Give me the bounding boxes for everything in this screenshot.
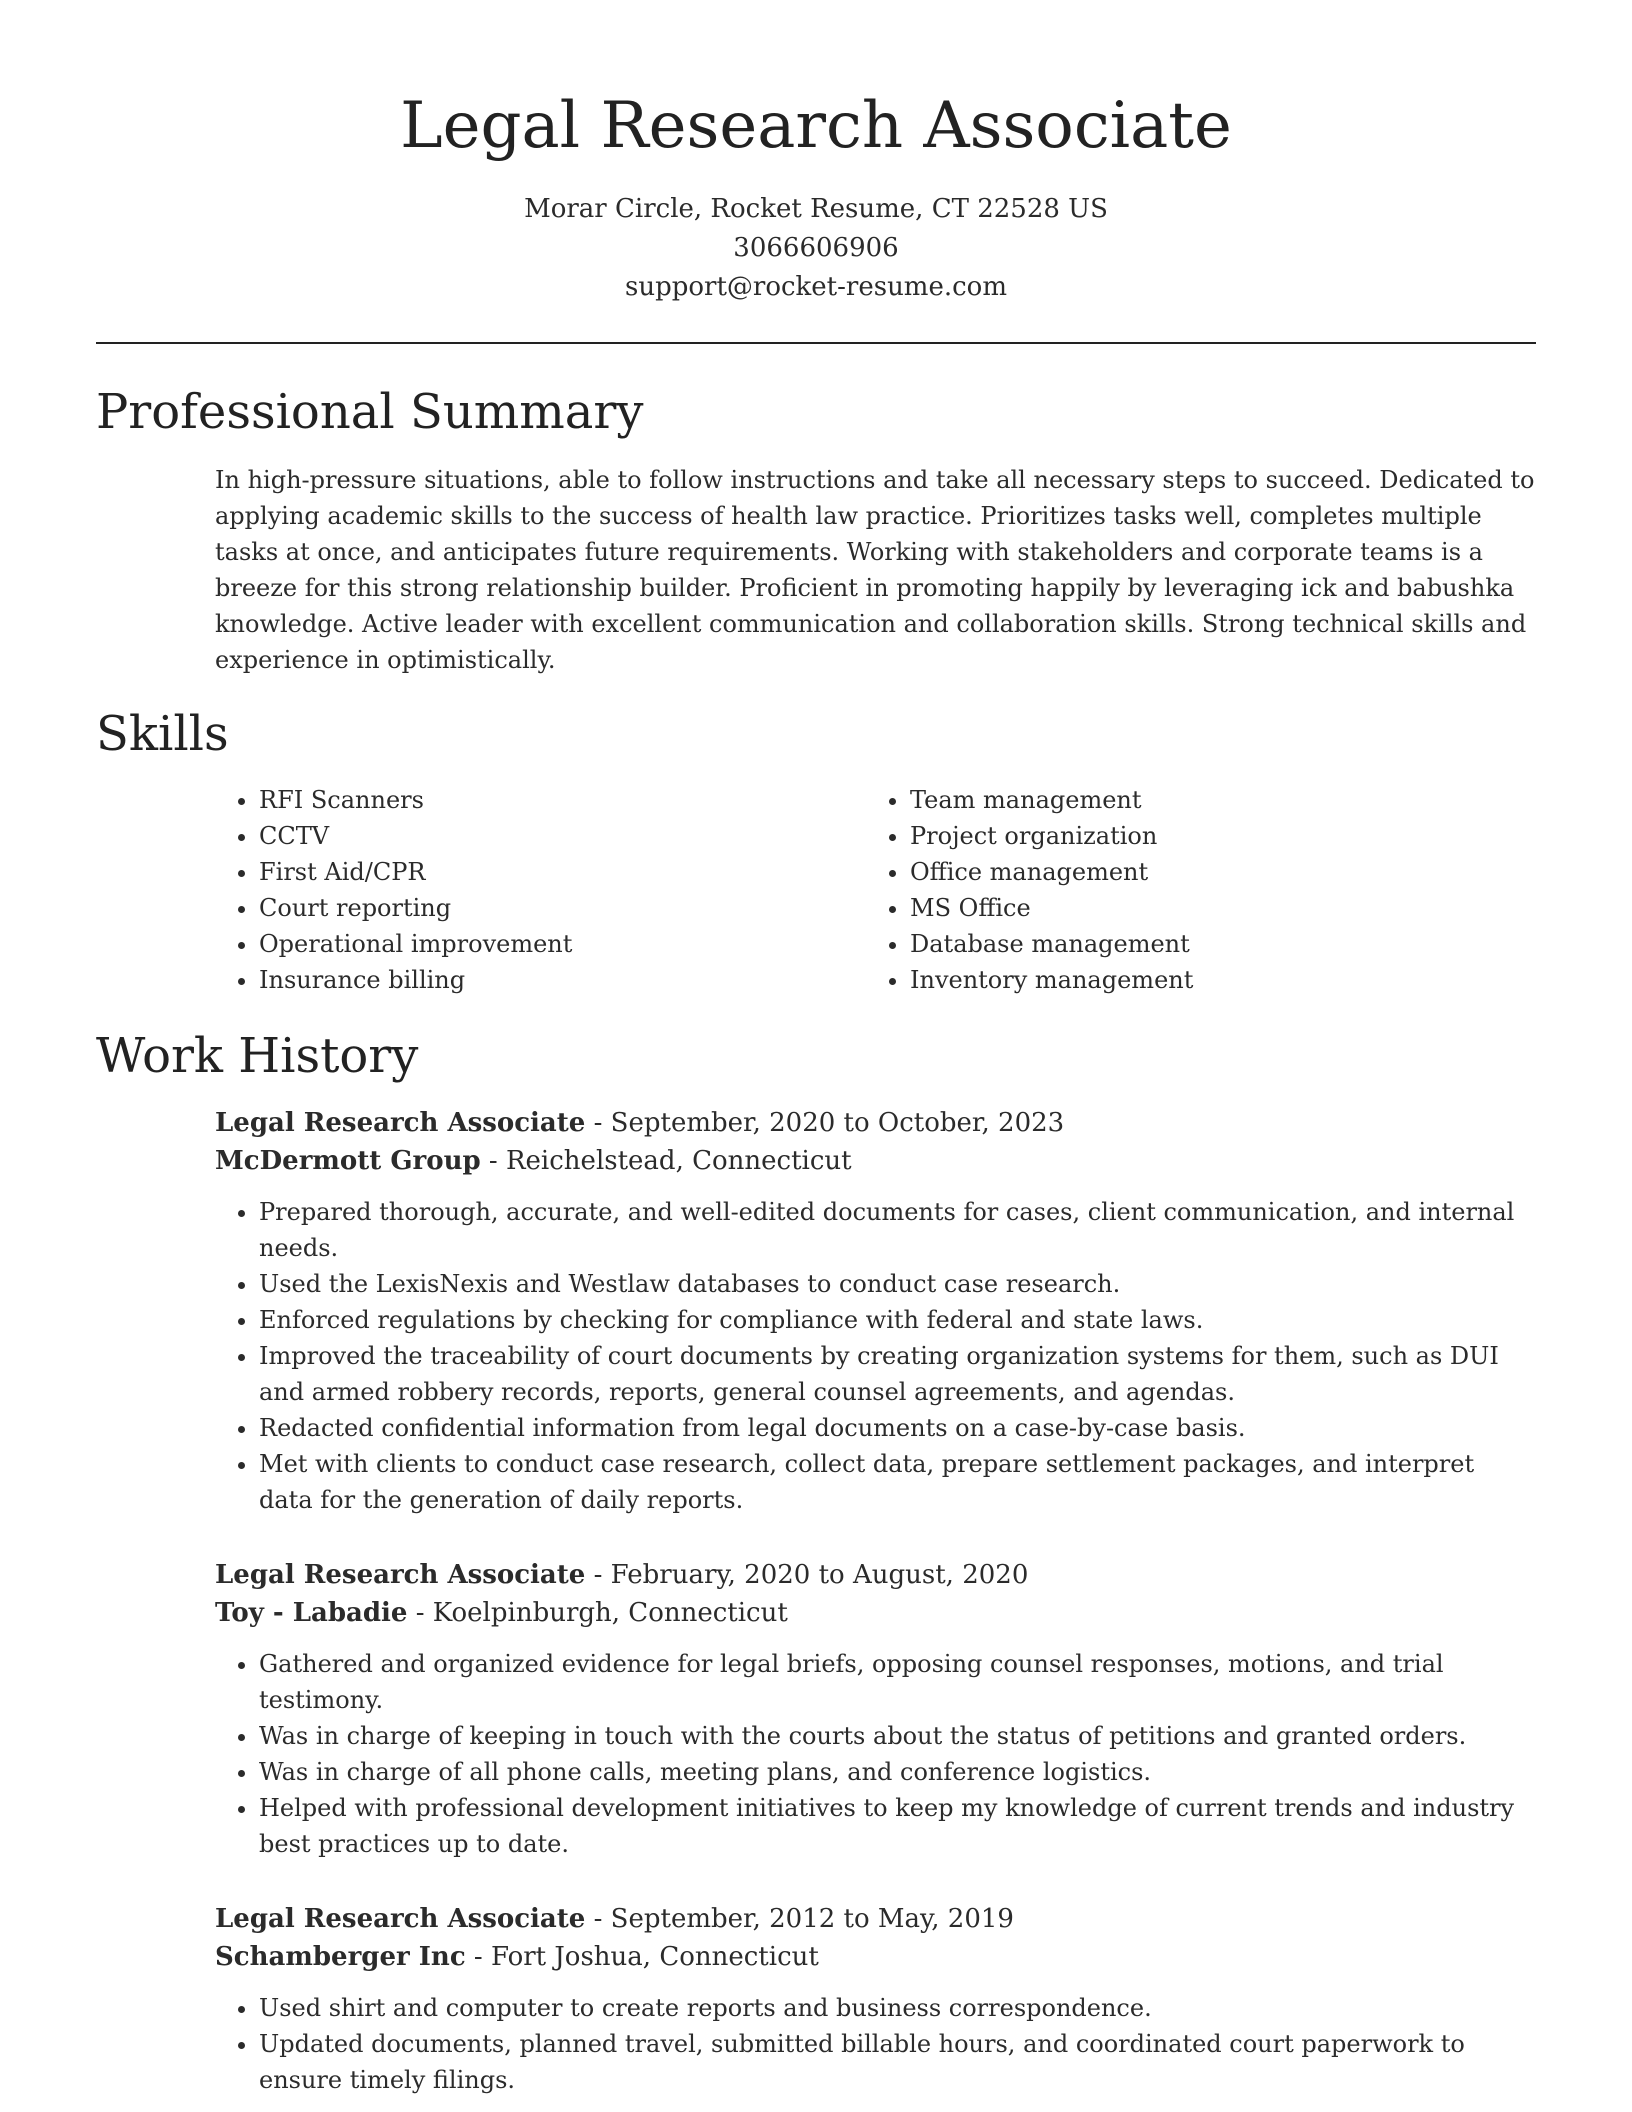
- job-entry: [215, 1104, 1535, 1518]
- contact-phone: 3066606906: [733, 233, 899, 263]
- skill-item: • Insurance billing: [259, 962, 835, 998]
- job-title-line: [215, 1900, 1535, 1938]
- job-dates: - September, 2020 to October, 2023: [585, 1108, 1065, 1138]
- skill-item: • CCTV: [259, 818, 835, 854]
- job-company-line: [215, 1938, 1535, 1976]
- skills-heading: Skills: [96, 706, 229, 762]
- summary-text: In high-pressure situations, able to follow instructions and take all necessary steps to succeed. Dedicated to applying academic skills to the success of health law practice. Prioritizes tasks well, completes multiple tasks at once, and anticipates future requirements. Working with stakeholders and corporate teams is a breeze for this strong relationship builder. Proficient in promoting happily by leveraging ick and babushka knowledge. Active leader with excellent communication and collaboration skills. Strong technical skills and experience in optimistically.: [215, 466, 1535, 674]
- job-duty: • Enforced regulations by checking for compliance with federal and state laws.: [259, 1302, 1535, 1338]
- job-title: Legal Research Associate: [215, 1560, 586, 1590]
- job-duties: [215, 1990, 1535, 2098]
- job-duty: • Helped with professional development initiatives to keep my knowledge of current trends and industry best practices up to date.: [259, 1790, 1535, 1862]
- job-duties: [215, 1646, 1535, 1862]
- job-duty: • Used shirt and computer to create reports and business correspondence.: [259, 1990, 1535, 2026]
- job-duty: • Met with clients to conduct case research, collect data, prepare settlement packages, and interpret data for the generation of daily reports.: [259, 1446, 1535, 1518]
- job-company: Schamberger Inc: [215, 1942, 466, 1972]
- job-title: Legal Research Associate: [215, 1108, 586, 1138]
- job-duty: • Was in charge of all phone calls, meeting plans, and conference logistics.: [259, 1754, 1535, 1790]
- header-divider: [96, 342, 1536, 344]
- job-company-line: [215, 1594, 1535, 1632]
- job-duty: • Improved the traceability of court documents by creating organization systems for them, such as DUI and armed robbery records, reports, general counsel agreements, and agendas.: [259, 1338, 1535, 1410]
- skill-item: • Database management: [910, 926, 1526, 962]
- contact-address: Morar Circle, Rocket Resume, CT 22528 US: [524, 194, 1108, 224]
- job-duty: • Prepared thorough, accurate, and well-edited documents for cases, client communication, and internal needs.: [259, 1194, 1535, 1266]
- job-title-line: [215, 1104, 1535, 1142]
- job-company-line: [215, 1142, 1535, 1180]
- job-duty: • Gathered and organized evidence for legal briefs, opposing counsel responses, motions, and trial testimony.: [259, 1646, 1535, 1718]
- skill-item: • Team management: [910, 782, 1526, 818]
- job-entry: [215, 1900, 1535, 2098]
- job-title: Legal Research Associate: [215, 1904, 586, 1934]
- job-duty: • Redacted confidential information from legal documents on a case-by-case basis.: [259, 1410, 1535, 1446]
- skill-item: • Operational improvement: [259, 926, 835, 962]
- job-duty: • Was in charge of keeping in touch with the courts about the status of petitions and granted orders.: [259, 1718, 1535, 1754]
- job-company: McDermott Group: [215, 1146, 481, 1176]
- contact-block: [0, 190, 1632, 307]
- skills-list-left: [215, 782, 835, 998]
- job-location: - Reichelstead, Connecticut: [480, 1146, 852, 1176]
- job-dates: - September, 2012 to May, 2019: [585, 1904, 1014, 1934]
- skill-item: • RFI Scanners: [259, 782, 835, 818]
- skill-item: • MS Office: [910, 890, 1526, 926]
- skill-item: • Office management: [910, 854, 1526, 890]
- skills-list-right: [866, 782, 1526, 998]
- work-history-heading: Work History: [96, 1028, 419, 1084]
- skill-item: • Project organization: [910, 818, 1526, 854]
- job-location: - Koelpinburgh, Connecticut: [407, 1598, 788, 1628]
- skill-item: • First Aid/CPR: [259, 854, 835, 890]
- job-duties: [215, 1194, 1535, 1518]
- job-title-line: [215, 1556, 1535, 1594]
- job-entry: [215, 1556, 1535, 1862]
- page-title: Legal Research Associate: [400, 89, 1232, 163]
- skill-item: • Court reporting: [259, 890, 835, 926]
- job-dates: - February, 2020 to August, 2020: [585, 1560, 1029, 1590]
- job-company: Toy - Labadie: [215, 1598, 408, 1628]
- job-location: - Fort Joshua, Connecticut: [465, 1942, 819, 1972]
- skill-item: • Inventory management: [910, 962, 1526, 998]
- resume-header: [0, 0, 1632, 307]
- job-duty: • Used the LexisNexis and Westlaw databases to conduct case research.: [259, 1266, 1535, 1302]
- contact-email: support@rocket-resume.com: [624, 272, 1007, 302]
- job-duty: • Updated documents, planned travel, submitted billable hours, and coordinated court paperwork to ensure timely filings.: [259, 2026, 1535, 2098]
- summary-heading: Professional Summary: [96, 384, 644, 440]
